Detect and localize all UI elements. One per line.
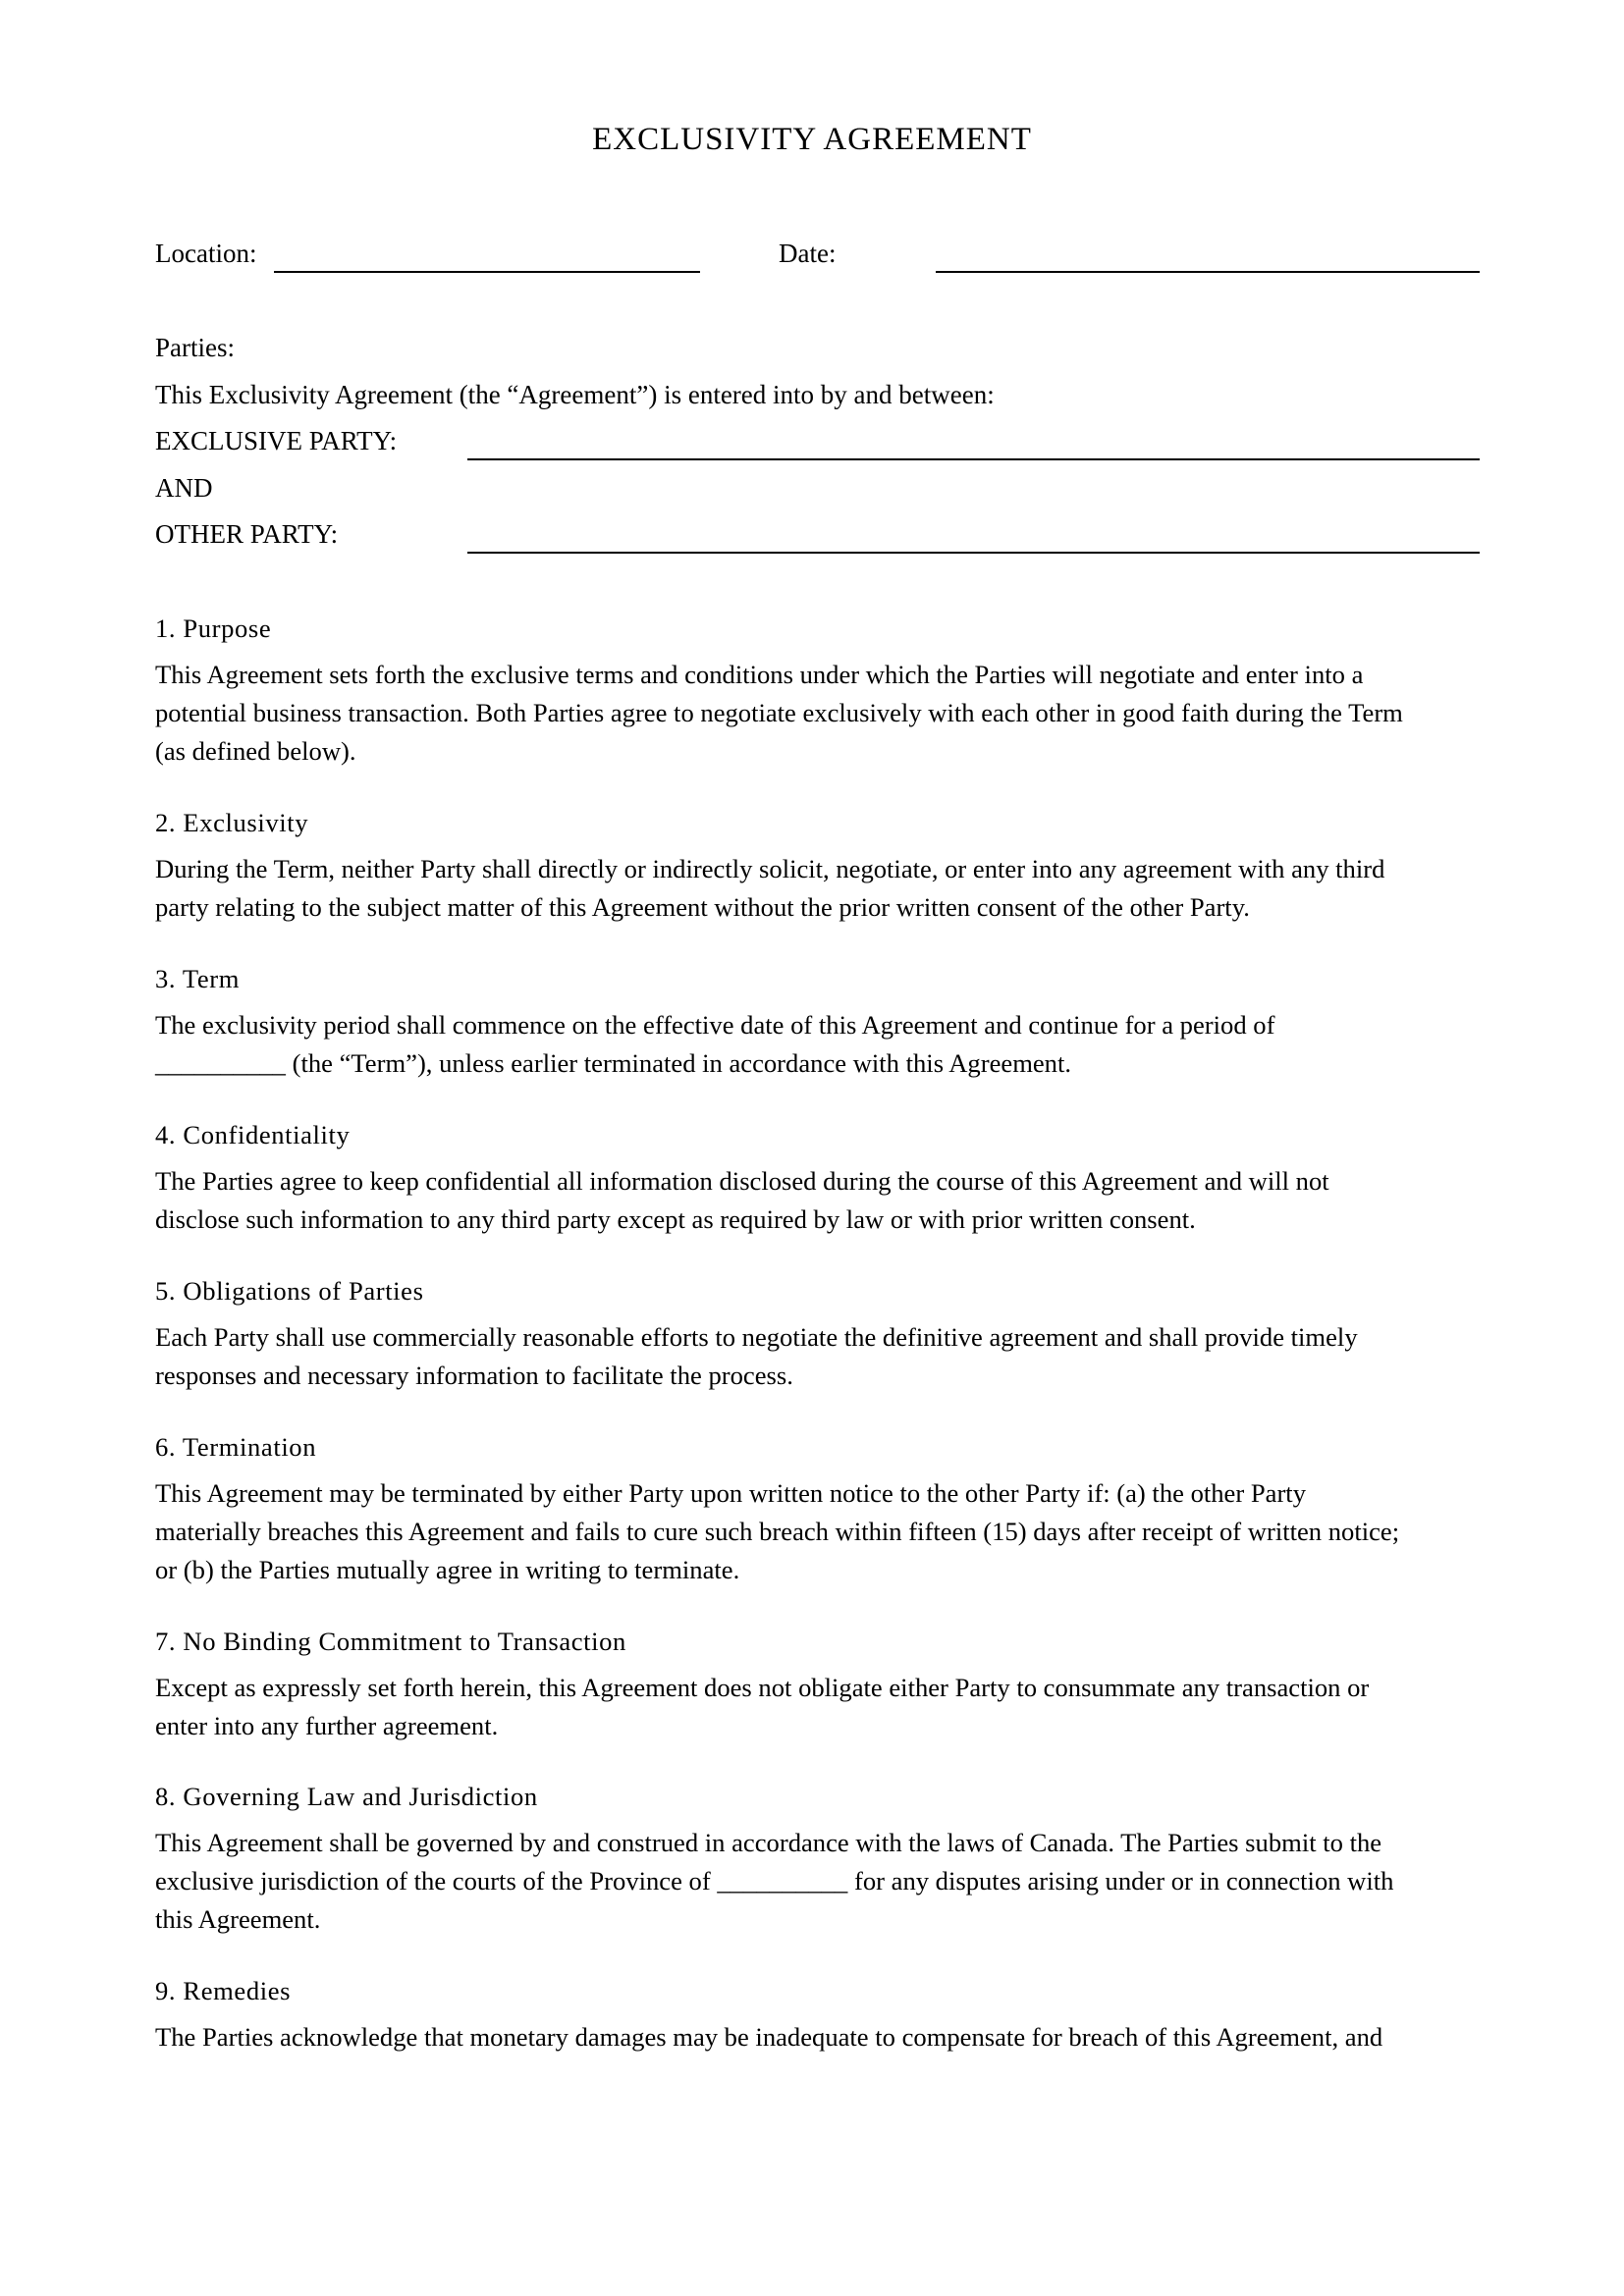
section-heading-obligations: 5. Obligations of Parties — [155, 1276, 424, 1306]
section-line: disclose such information to any third party except as required by law or with prior written consent. — [155, 1204, 1196, 1234]
section-heading-exclusivity: 2. Exclusivity — [155, 808, 309, 837]
section-heading-term: 3. Term — [155, 964, 241, 993]
location-field-line[interactable] — [274, 271, 700, 273]
section-line: The Parties acknowledge that monetary damages may be inadequate to compensate for breach of this Agreement, and — [155, 2022, 1383, 2052]
section-heading-governing-law: 8. Governing Law and Jurisdiction — [155, 1782, 538, 1811]
section-body-governing-law — [155, 1824, 1481, 1939]
section-heading-confidentiality: 4. Confidentiality — [155, 1120, 351, 1149]
section-body-term — [155, 1006, 1481, 1083]
parties-label: Parties: — [155, 333, 235, 362]
exclusive-party-label: EXCLUSIVE PARTY: — [155, 426, 398, 455]
date-field-line[interactable] — [936, 271, 1480, 273]
section-body-remedies — [155, 2018, 1481, 2056]
section-line: this Agreement. — [155, 1904, 321, 1934]
section-line: materially breaches this Agreement and fails to cure such breach within fifteen (15) days after receipt of written notice; — [155, 1517, 1400, 1546]
section-line: Each Party shall use commercially reasonable efforts to negotiate the definitive agreement and shall provide timely — [155, 1322, 1358, 1352]
other-party-label: OTHER PARTY: — [155, 519, 339, 549]
section-line: responses and necessary information to facilitate the process. — [155, 1361, 793, 1390]
section-body-purpose — [155, 656, 1481, 771]
section-line: This Agreement shall be governed by and construed in accordance with the laws of Canada. The Parties submit to the — [155, 1828, 1382, 1857]
date-label: Date: — [779, 239, 837, 268]
exclusive-party-field-line[interactable] — [467, 458, 1480, 460]
and-label: AND — [155, 473, 213, 503]
section-body-termination — [155, 1474, 1481, 1589]
section-line: party relating to the subject matter of this Agreement without the prior written consent of the other Party. — [155, 892, 1250, 922]
section-line: or (b) the Parties mutually agree in writing to terminate. — [155, 1555, 740, 1584]
section-line: (as defined below). — [155, 736, 356, 766]
section-body-obligations — [155, 1318, 1481, 1395]
section-line: Except as expressly set forth herein, this Agreement does not obligate either Party to consummate any transaction or — [155, 1673, 1370, 1702]
section-line: exclusive jurisdiction of the courts of the Province of __________ for any disputes arising under or in connection with — [155, 1866, 1394, 1896]
document-title: EXCLUSIVITY AGREEMENT — [592, 122, 1032, 157]
section-body-confidentiality — [155, 1162, 1481, 1239]
section-line: The Parties agree to keep confidential all information disclosed during the course of this Agreement and will not — [155, 1166, 1329, 1196]
section-line: __________ (the “Term”), unless earlier terminated in accordance with this Agreement. — [155, 1048, 1072, 1078]
section-body-no-binding — [155, 1669, 1481, 1745]
section-line: potential business transaction. Both Parties agree to negotiate exclusively with each other in good faith during the Term — [155, 698, 1403, 727]
section-line: The exclusivity period shall commence on the effective date of this Agreement and continue for a period of — [155, 1010, 1275, 1040]
section-line: enter into any further agreement. — [155, 1711, 499, 1740]
section-body-exclusivity — [155, 850, 1481, 927]
section-line: During the Term, neither Party shall directly or indirectly solicit, negotiate, or enter into any agreement with any third — [155, 854, 1385, 883]
section-heading-termination: 6. Termination — [155, 1432, 317, 1462]
parties-intro: This Exclusivity Agreement (the “Agreement”) is entered into by and between: — [155, 380, 995, 409]
section-heading-purpose: 1. Purpose — [155, 614, 272, 643]
section-heading-no-binding: 7. No Binding Commitment to Transaction — [155, 1627, 626, 1656]
location-label: Location: — [155, 239, 257, 268]
section-line: This Agreement sets forth the exclusive terms and conditions under which the Parties will negotiate and enter into a — [155, 660, 1364, 689]
other-party-field-line[interactable] — [467, 552, 1480, 554]
section-line: This Agreement may be terminated by either Party upon written notice to the other Party if: (a) the other Party — [155, 1478, 1306, 1508]
section-heading-remedies: 9. Remedies — [155, 1976, 292, 2005]
